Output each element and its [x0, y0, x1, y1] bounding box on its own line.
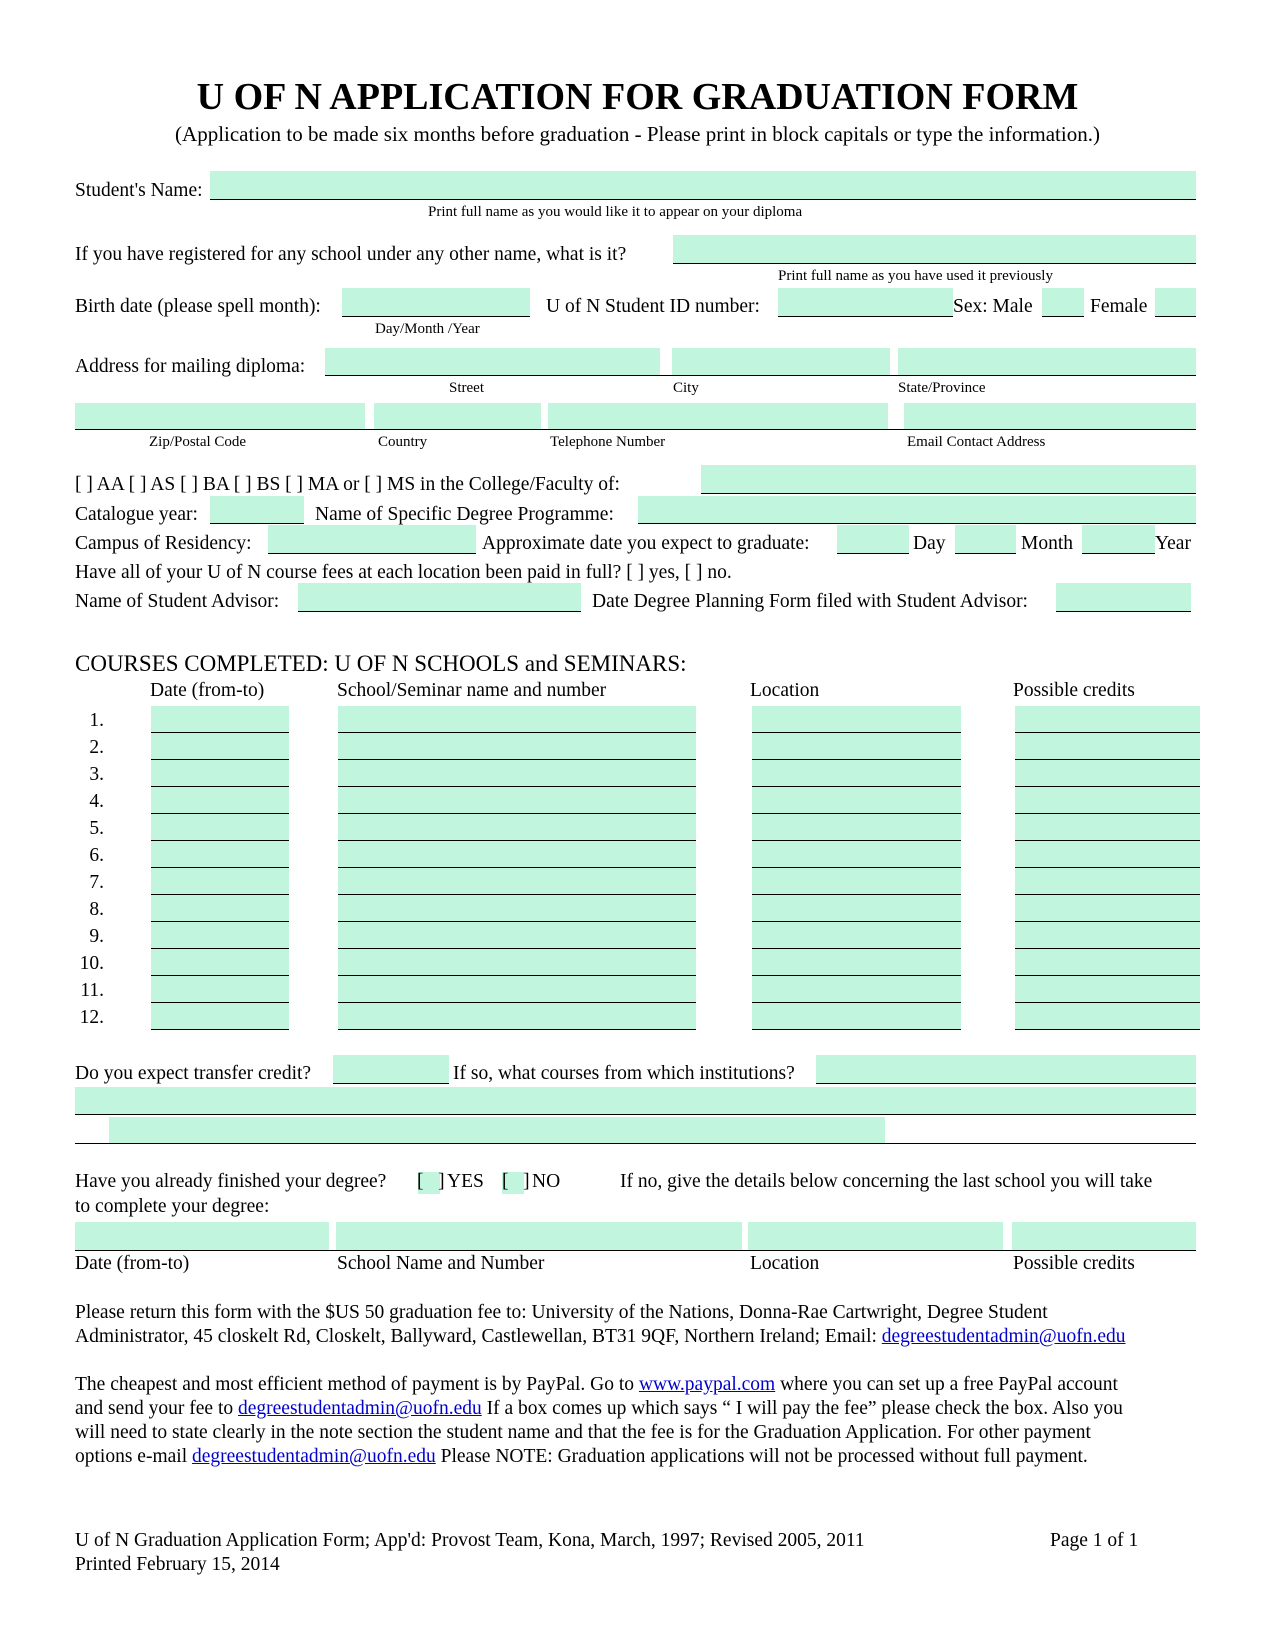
planning-form-date-field[interactable] — [1056, 583, 1191, 612]
course-date-field[interactable] — [151, 760, 289, 787]
street-field[interactable] — [325, 348, 660, 375]
course-row-number: 12. — [79, 1007, 104, 1028]
page-title: U OF N APPLICATION FOR GRADUATION FORM — [196, 76, 1079, 118]
paypal-link[interactable]: www.paypal.com — [638, 1374, 776, 1395]
transfer-line-3 — [75, 1143, 1196, 1144]
page-subtitle: (Application to be made six months before graduation - Please print in block capitals or type the information.) — [175, 122, 1100, 146]
course-location-field[interactable] — [752, 706, 961, 733]
course-credits-field[interactable] — [1015, 760, 1200, 787]
courses-heading: COURSES COMPLETED: U OF N SCHOOLS and SEMINARS: — [75, 651, 687, 676]
last-col-school: School Name and Number — [337, 1253, 545, 1274]
course-location-field[interactable] — [752, 841, 961, 868]
course-row-number: 10. — [79, 953, 104, 974]
sex-female-field[interactable] — [1155, 288, 1196, 317]
email-caption: Email Contact Address — [907, 434, 1046, 450]
return-address-text: Administrator, 45 closkelt Rd, Closkelt, Ballyward, Castlewellan, BT31 9QF, Northern Ireland; Email: — [75, 1326, 882, 1347]
course-row-number: 4. — [89, 791, 104, 812]
course-row-number: 8. — [89, 899, 104, 920]
last-col-date: Date (from-to) — [75, 1253, 190, 1274]
payment-text-4a: options e-mail — [75, 1446, 192, 1467]
day-label: Day — [913, 533, 946, 554]
city-field[interactable] — [672, 348, 890, 375]
phone-field[interactable] — [548, 403, 888, 429]
col-credits: Possible credits — [1013, 680, 1135, 701]
course-credits-field[interactable] — [1015, 922, 1200, 949]
address-underline — [325, 375, 1196, 376]
course-row-number: 5. — [89, 818, 104, 839]
course-row-number: 2. — [89, 737, 104, 758]
transfer-label: Do you expect transfer credit? — [75, 1063, 312, 1084]
footer-printed-date: Printed February 15, 2014 — [75, 1554, 280, 1575]
payment-line-2 — [75, 1398, 1123, 1420]
advisor-label: Name of Student Advisor: — [75, 591, 280, 612]
degree-types-line[interactable]: [ ] AA [ ] AS [ ] BA [ ] BS [ ] MA or [ ] MS in the College/Faculty of: — [75, 474, 620, 495]
course-date-field[interactable] — [151, 895, 289, 922]
course-date-field[interactable] — [151, 787, 289, 814]
payment-text-2b: If a box comes up which says “ I will pay the fee” please check the box. Also you — [481, 1398, 1123, 1419]
course-credits-field[interactable] — [1015, 733, 1200, 760]
transfer-courses-field-3[interactable] — [109, 1117, 885, 1143]
course-date-field[interactable] — [151, 976, 289, 1003]
course-location-field[interactable] — [752, 895, 961, 922]
course-school-field[interactable] — [338, 976, 696, 1003]
campus-field[interactable] — [268, 525, 476, 554]
finished-yes-text: YES — [447, 1171, 484, 1192]
zip-field[interactable] — [75, 403, 365, 429]
payment-line-4 — [75, 1446, 1088, 1468]
course-row-number: 1. — [89, 710, 104, 731]
other-name-field[interactable] — [673, 235, 1196, 264]
course-credits-field[interactable] — [1015, 706, 1200, 733]
course-credits-field[interactable] — [1015, 976, 1200, 1003]
transfer-courses-field-1[interactable] — [816, 1055, 1196, 1084]
course-date-field[interactable] — [151, 706, 289, 733]
student-name-hint: Print full name as you would like it to appear on your diploma — [428, 204, 803, 220]
continuation-text: to complete your degree: — [75, 1196, 270, 1217]
course-school-field[interactable] — [338, 760, 696, 787]
course-date-field[interactable] — [151, 1003, 289, 1030]
street-caption: Street — [449, 380, 484, 396]
transfer-which-label: If so, what courses from which institutions? — [453, 1063, 795, 1084]
payment-email-link[interactable]: degreestudentadmin@uofn.edu — [238, 1398, 482, 1419]
last-school-name-field[interactable] — [336, 1222, 742, 1250]
course-date-field[interactable] — [151, 841, 289, 868]
payment-line-1 — [75, 1374, 1118, 1396]
finished-yes-label: [ ] — [417, 1171, 445, 1192]
fees-paid-line[interactable]: Have all of your U of N course fees at each location been paid in full? [ ] yes, [ ] no. — [75, 562, 732, 583]
email-field[interactable] — [904, 403, 1196, 429]
footer-page-number: Page 1 of 1 — [1050, 1530, 1139, 1551]
course-credits-field[interactable] — [1015, 895, 1200, 922]
footer-form-info: U of N Graduation Application Form; App'd: Provost Team, Kona, March, 1997; Revised 2005, 2011 — [75, 1530, 865, 1551]
birth-date-label: Birth date (please spell month): — [75, 296, 321, 317]
course-credits-field[interactable] — [1015, 787, 1200, 814]
course-row-number: 11. — [80, 980, 104, 1001]
student-id-field[interactable] — [778, 288, 953, 317]
course-school-field[interactable] — [338, 706, 696, 733]
finished-question: Have you already finished your degree? — [75, 1171, 387, 1192]
student-name-field[interactable] — [210, 171, 1196, 200]
last-school-location-field[interactable] — [748, 1222, 1003, 1250]
transfer-courses-field-2[interactable] — [75, 1087, 1196, 1115]
course-school-field[interactable] — [338, 814, 696, 841]
programme-field[interactable] — [638, 496, 1196, 524]
grad-day-field[interactable] — [837, 525, 909, 554]
college-field[interactable] — [701, 465, 1196, 494]
course-school-field[interactable] — [338, 841, 696, 868]
course-row-number: 3. — [89, 764, 104, 785]
course-date-field[interactable] — [151, 949, 289, 976]
course-row-number: 9. — [89, 926, 104, 947]
last-col-location: Location — [750, 1253, 820, 1274]
finished-no-text: NO — [532, 1171, 561, 1192]
return-line-2 — [75, 1326, 1126, 1348]
payment-email-link-2[interactable]: degreestudentadmin@uofn.edu — [191, 1446, 436, 1467]
planning-form-label: Date Degree Planning Form filed with Student Advisor: — [592, 591, 1028, 612]
course-location-field[interactable] — [752, 976, 961, 1003]
student-name-label: Student's Name: — [75, 180, 203, 201]
city-caption: City — [673, 380, 699, 396]
course-school-field[interactable] — [338, 787, 696, 814]
sex-female-label: Female — [1090, 296, 1148, 317]
course-date-field[interactable] — [151, 922, 289, 949]
course-row-number: 7. — [89, 872, 104, 893]
grad-year-field[interactable] — [1082, 525, 1155, 554]
programme-label: Name of Specific Degree Programme: — [315, 504, 614, 525]
course-credits-field[interactable] — [1015, 814, 1200, 841]
course-location-field[interactable] — [752, 733, 961, 760]
catalogue-year-field[interactable] — [210, 496, 304, 524]
campus-label: Campus of Residency: — [75, 533, 252, 554]
course-location-field[interactable] — [752, 868, 961, 895]
address-underline-2 — [75, 429, 1196, 430]
return-email-link[interactable]: degreestudentadmin@uofn.edu — [881, 1326, 1126, 1347]
course-credits-field[interactable] — [1015, 868, 1200, 895]
student-id-label: U of N Student ID number: — [546, 296, 760, 317]
other-name-label: If you have registered for any school under any other name, what is it? — [75, 244, 627, 265]
if-no-text: If no, give the details below concerning the last school you will take — [620, 1171, 1153, 1192]
other-name-hint: Print full name as you have used it previously — [778, 268, 1053, 284]
payment-text-4b: Please NOTE: Graduation applications will not be processed without full payment. — [435, 1446, 1088, 1467]
course-credits-field[interactable] — [1015, 949, 1200, 976]
course-credits-field[interactable] — [1015, 1003, 1200, 1030]
course-school-field[interactable] — [338, 895, 696, 922]
country-caption: Country — [378, 434, 428, 450]
course-date-field[interactable] — [151, 868, 289, 895]
finished-no-label: [ ] — [502, 1171, 530, 1192]
payment-text-1a: The cheapest and most efficient method of payment is by PayPal. Go to — [75, 1374, 639, 1395]
course-location-field[interactable] — [752, 949, 961, 976]
birth-date-field[interactable] — [342, 288, 530, 317]
col-school: School/Seminar name and number — [337, 680, 607, 701]
last-school-credits-field[interactable] — [1012, 1222, 1196, 1250]
state-caption: State/Province — [898, 380, 986, 396]
payment-text-2a: and send your fee to — [75, 1398, 238, 1419]
phone-caption: Telephone Number — [550, 434, 666, 450]
last-school-underline — [75, 1250, 1196, 1251]
grad-month-field[interactable] — [955, 525, 1016, 554]
payment-line-3: will need to state clearly in the note section the student name and that the fee is for the Graduation Application. For other payment — [75, 1422, 1091, 1443]
course-row-number: 6. — [89, 845, 104, 866]
birth-date-hint: Day/Month /Year — [375, 321, 480, 337]
zip-caption: Zip/Postal Code — [149, 434, 247, 450]
course-location-field[interactable] — [752, 922, 961, 949]
return-line-1: Please return this form with the $US 50 graduation fee to: University of the Nations, Donna-Rae Cartwright, Degree Student — [75, 1302, 1048, 1323]
course-date-field[interactable] — [151, 733, 289, 760]
advisor-field[interactable] — [298, 583, 581, 612]
last-school-date-field[interactable] — [75, 1222, 329, 1250]
course-location-field[interactable] — [752, 787, 961, 814]
course-location-field[interactable] — [752, 1003, 961, 1030]
course-school-field[interactable] — [338, 922, 696, 949]
year-label: Year — [1155, 533, 1191, 554]
course-school-field[interactable] — [338, 868, 696, 895]
course-location-field[interactable] — [752, 760, 961, 787]
last-col-credits: Possible credits — [1013, 1253, 1135, 1274]
course-credits-field[interactable] — [1015, 841, 1200, 868]
state-field[interactable] — [898, 348, 1196, 375]
course-school-field[interactable] — [338, 1003, 696, 1030]
course-school-field[interactable] — [338, 733, 696, 760]
sex-male-field[interactable] — [1042, 288, 1084, 317]
course-date-field[interactable] — [151, 814, 289, 841]
col-date: Date (from-to) — [150, 680, 265, 701]
month-label: Month — [1021, 533, 1074, 554]
country-field[interactable] — [374, 403, 541, 429]
sex-male-label: Sex: Male — [953, 296, 1033, 317]
catalogue-year-label: Catalogue year: — [75, 504, 198, 525]
course-school-field[interactable] — [338, 949, 696, 976]
payment-text-1b: where you can set up a free PayPal account — [775, 1374, 1118, 1395]
col-location: Location — [750, 680, 820, 701]
address-label: Address for mailing diploma: — [75, 356, 306, 377]
course-location-field[interactable] — [752, 814, 961, 841]
approx-date-label: Approximate date you expect to graduate: — [482, 533, 810, 554]
transfer-credit-field[interactable] — [333, 1055, 449, 1084]
